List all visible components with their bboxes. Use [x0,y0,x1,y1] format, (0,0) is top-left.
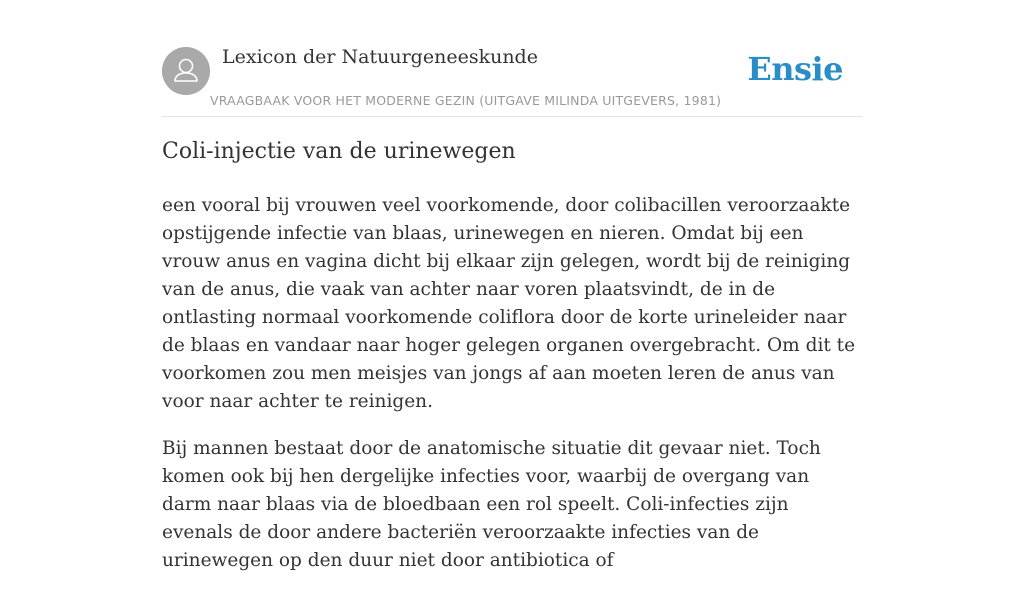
entry-paragraph: Bij mannen bestaat door de anatomische situatie dit gevaar niet. Toch komen ook bij hen dergelijke infecties voor, waarbij de overgang van darm naar blaas via de bloedbaan een rol speelt. Coli-infecties zijn evenals de door andere bacteriën veroorzaakte infecties van de urinewegen op den duur niet door antibiotica of [162,438,821,571]
source-header [162,0,862,117]
entry-body [162,192,862,594]
entry-title: Coli-injectie van de urinewegen [162,139,516,164]
user-silhouette-icon [162,47,210,95]
entry-paragraph: een vooral bij vrouwen veel voorkomende, door colibacillen veroorzaakte opstijgende infectie van blaas, urinewegen en nieren. Omdat bij een vrouw anus en vagina dicht bij elkaar zijn gelegen, wordt bij de reiniging van de anus, die vaak van achter naar voren plaatsvindt, de in de ontlasting normaal voorkomende coliflora door de korte urineleider naar de blaas en vandaar naar hoger gelegen organen overgebracht. Om dit te voorkomen zou men meisjes van jongs af aan moeten leren de anus van voor naar achter te reinigen. [162,195,856,412]
page [162,0,862,571]
source-subtitle: VRAAGBAAK VOOR HET MODERNE GEZIN (UITGAVE MILINDA UITGEVERS, 1981) [210,93,722,108]
user-avatar-icon[interactable] [162,47,210,95]
brand-logo[interactable]: Ensie [747,50,843,88]
source-title[interactable]: Lexicon der Natuurgeneeskunde [222,46,538,68]
